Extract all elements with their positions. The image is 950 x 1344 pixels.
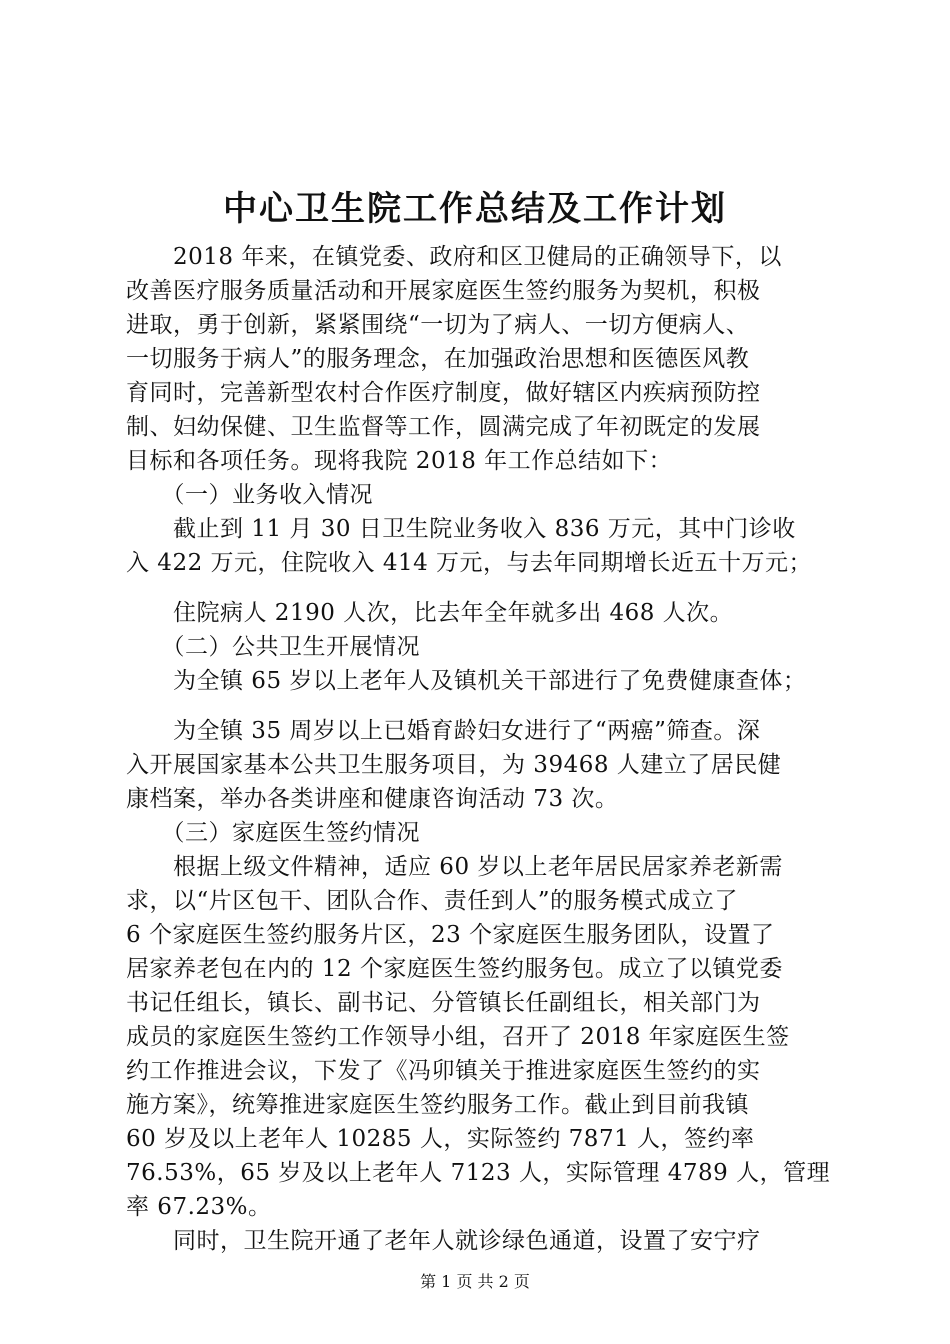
body-line: 书记任组长，镇长、副书记、分管镇长任副组长，相关部门为 [126, 990, 761, 1016]
section-heading: （三）家庭医生签约情况 [126, 820, 420, 846]
body-line: 76.53%，65 岁及以上老年人 7123 人，实际管理 4789 人，管理 [126, 1160, 831, 1186]
body-line: 目标和各项任务。现将我院 2018 年工作总结如下： [126, 448, 673, 474]
body-line: 进取，勇于创新，紧紧围绕“一切为了病人、一切方便病人、 [126, 312, 750, 338]
body-line: 施方案》，统筹推进家庭医生签约服务工作。截止到目前我镇 [126, 1092, 749, 1118]
body-line: 康档案，举办各类讲座和健康咨询活动 73 次。 [126, 786, 619, 812]
document-title: 中心卫生院工作总结及工作计划 [223, 189, 727, 229]
body-line: 根据上级文件精神，适应 60 岁以上老年居民居家养老新需 [126, 854, 783, 880]
body-line: 改善医疗服务质量活动和开展家庭医生签约服务为契机，积极 [126, 278, 761, 304]
body-line: 为全镇 35 周岁以上已婚育龄妇女进行了“两癌”筛查。深 [126, 718, 761, 744]
page-number-footer: 第 1 页 共 2 页 [420, 1272, 530, 1291]
body-line: 育同时，完善新型农村合作医疗制度，做好辖区内疾病预防控 [126, 380, 761, 406]
body-line: 约工作推进会议，下发了《冯卯镇关于推进家庭医生签约的实 [126, 1058, 761, 1084]
body-line: 一切服务于病人”的服务理念，在加强政治思想和医德医风教 [126, 346, 750, 372]
body-line: 住院病人 2190 人次，比去年全年就多出 468 人次。 [126, 600, 734, 626]
body-line: 成员的家庭医生签约工作领导小组，召开了 2018 年家庭医生签 [126, 1024, 790, 1050]
body-line: 率 67.23%。 [126, 1194, 272, 1220]
body-line: 制、妇幼保健、卫生监督等工作，圆满完成了年初既定的发展 [126, 414, 761, 440]
body-line: 求，以“片区包干、团队合作、责任到人”的服务模式成立了 [126, 888, 739, 914]
body-line: 居家养老包在内的 12 个家庭医生签约服务包。成立了以镇党委 [126, 956, 783, 982]
body-line: 2018 年来，在镇党委、政府和区卫健局的正确领导下，以 [126, 244, 782, 270]
body-line: 为全镇 65 岁以上老年人及镇机关干部进行了免费健康查体； [126, 668, 807, 694]
body-line: 截止到 11 月 30 日卫生院业务收入 836 万元，其中门诊收 [126, 516, 796, 542]
body-line: 入 422 万元，住院收入 414 万元，与去年同期增长近五十万元； [126, 550, 813, 576]
body-line: 6 个家庭医生签约服务片区，23 个家庭医生服务团队，设置了 [126, 922, 775, 948]
section-heading: （一）业务收入情况 [126, 482, 373, 508]
body-line: 同时，卫生院开通了老年人就诊绿色通道，设置了安宁疗 [126, 1228, 761, 1254]
body-line: 60 岁及以上老年人 10285 人，实际签约 7871 人，签约率 [126, 1126, 755, 1152]
section-heading: （二）公共卫生开展情况 [126, 634, 420, 660]
body-line: 入开展国家基本公共卫生服务项目，为 39468 人建立了居民健 [126, 752, 782, 778]
